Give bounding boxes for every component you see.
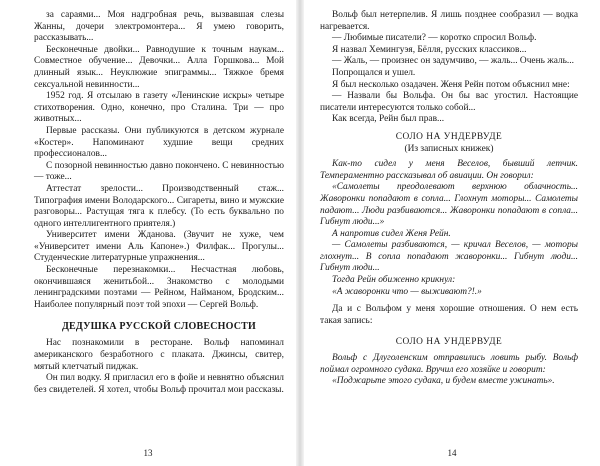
italic-block-2 [320, 353, 578, 388]
paragraph: Первые рассказы. Они публикуются в детском журнале «Костер». Напоминают худшие вещи средних профессионалов... [34, 125, 284, 160]
sub-heading-solo-2: СОЛО НА УНДЕРВУДЕ [395, 337, 503, 348]
page-number-left: 13 [143, 448, 153, 458]
paragraph: Вольф с Длуголенским отправились ловить рыбу. Вольф поймал огромного судака. Вручил его хозяйке и говорит: [320, 353, 578, 375]
paragraph: Я назвал Хемингуэя, Бёлля, русских классиков... [332, 44, 527, 55]
paragraph: Бесконечные двойки... Равнодушие к точным наукам... Совместное обучение... Девочки... Алла Горшкова... Мой длинный язык... Неуклюжие эпиграммы... Тяжкое бремя сексуальной невинности... [34, 44, 284, 90]
left-text-block-b [34, 338, 284, 396]
paragraph: — Назвали бы Вольфа. Он бы вас угостил. Настоящие писатели интересуются только собой... [320, 91, 578, 113]
paragraph: Нас познакомили в ресторане. Вольф напоминал американского безработного с плаката. Джинсы, свитер, мятый клетчатый пиджак. [34, 338, 284, 372]
paragraph: — Самолеты разбиваются, — кричал Веселов, — моторы глохнут... В сопла попадают жаворонки... Гибнут люди... Гибнут люди... [320, 240, 578, 274]
paragraph: «Поджарьте этого судака, и будем вместе ужинать». [332, 376, 555, 387]
sub-heading-solo: СОЛО НА УНДЕРВУДЕ [395, 131, 503, 142]
paragraph: С позорной невинностью давно покончено. С невинностью — тоже... [34, 160, 284, 183]
paragraph: — Жаль, — произнес он задумчиво, — жаль... Очень жаль... [332, 56, 574, 67]
paragraph: Я был несколько озадачен. Женя Рейн потом объяснил мне: [332, 79, 570, 90]
paragraph: Аттестат зрелости... Производственный стаж... Типография имени Володарского... Сигареты, вино и мужские разговоры... Растущая тяга к плебсу. (То есть буквально по одного интеллигентного приятеля.) [34, 183, 284, 229]
left-page [0, 0, 296, 466]
section-heading: ДЕДУШКА РУССКОЙ СЛОВЕСНОСТИ [61, 321, 257, 333]
right-page [304, 0, 600, 466]
paragraph: Университет имени Жданова. (Звучит не хуже, чем «Университет имени Аль Капоне».) Филфак... Прогулы... Студенческие литературные упражнения... [34, 230, 284, 264]
paragraph: Попрощался и ушел. [332, 67, 416, 78]
paragraph: — Любимые писатели? — коротко спросил Вольф. [332, 33, 537, 44]
page-number-right: 14 [447, 448, 457, 458]
paragraph-mid: Да и с Вольфом у меня хорошие отношения. О нем есть такая запись: [320, 304, 578, 326]
paragraph: «Самолеты преодолевают верхнюю облачность... Жаворонки попадают в сопла... Глохнут моторы... Самолеты падают... Люди разбиваются... Жаворонки попадают в сопла... Гибнут люди...» [320, 182, 578, 228]
paragraph: А напротив сидел Женя Рейн. [332, 228, 451, 239]
paragraph: за сараями... Моя надгробная речь, вызвавшая слезы Жанны, дочери электромонтера... Я умею говорить, рассказывать... [34, 10, 284, 44]
book-gutter [296, 0, 304, 466]
sub-heading-note: (Из записных книжек) [404, 143, 494, 154]
paragraph: Как-то сидел у меня Веселов, бывший летчик. Темпераментно рассказывал об авиации. Он говорил: [320, 159, 578, 181]
paragraph: «А жаворонки что — выживают?!.» [332, 286, 482, 297]
paragraph: Бесконечные перезнакомки... Несчастная любовь, окончившаяся женитьбой... Знакомство с молодыми ленинградскими поэтами — Рейном, Найманом, Бродским... Наиболее популярный поэт той эпохи — Сергей Вольф. [34, 265, 284, 310]
paragraph: 1952 год. Я отсылаю в газету «Ленинские искры» четыре стихотворения. Одно, конечно, про Сталина. Три — про животных... [34, 91, 284, 125]
italic-block-1 [320, 159, 578, 298]
left-text-block-a [34, 10, 284, 311]
paragraph: Он пил водку. Я пригласил его в фойе и невнятно объяснил без свидетелей. Я хотел, чтобы Вольф прочитал мои рассказы. [34, 373, 284, 395]
paragraph: Тогда Рейн обиженно крикнул: [332, 275, 456, 286]
paragraph: Как всегда, Рейн был прав... [332, 114, 445, 125]
paragraph: Вольф был нетерпелив. Я лишь позднее сообразил — водка нагревается. [320, 10, 578, 32]
right-text-block-a [320, 10, 578, 126]
